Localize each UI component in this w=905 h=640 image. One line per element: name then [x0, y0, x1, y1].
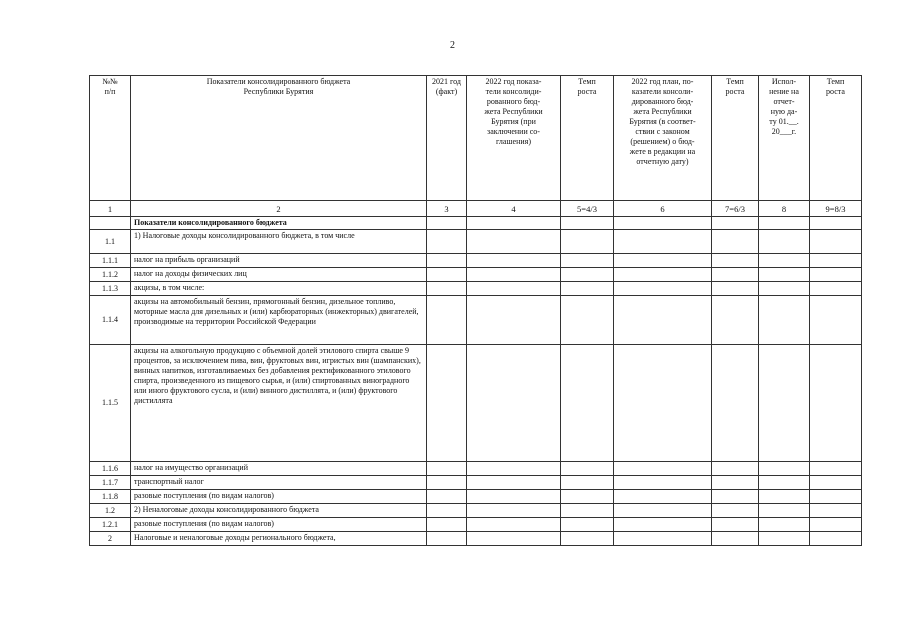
value-cell — [467, 217, 561, 230]
value-cell — [712, 345, 759, 462]
value-cell — [561, 462, 614, 476]
value-cell — [712, 268, 759, 282]
page-number: 2 — [450, 40, 455, 51]
value-cell — [712, 476, 759, 490]
header-row — [90, 76, 862, 201]
value-cell — [467, 518, 561, 532]
row-number — [90, 217, 131, 230]
column-number-cell: 6 — [614, 201, 712, 217]
header-cell: Показатели консолидированного бюджета Республики Бурятия — [131, 76, 427, 201]
value-cell — [467, 230, 561, 254]
row-number: 1.2 — [90, 504, 131, 518]
value-cell — [614, 518, 712, 532]
value-cell — [614, 462, 712, 476]
column-number-cell: 9=8/3 — [810, 201, 862, 217]
table-row — [90, 282, 862, 296]
value-cell — [467, 532, 561, 546]
value-cell — [427, 217, 467, 230]
value-cell — [614, 230, 712, 254]
table-row — [90, 230, 862, 254]
value-cell — [561, 504, 614, 518]
value-cell — [712, 254, 759, 268]
column-number-cell: 5=4/3 — [561, 201, 614, 217]
value-cell — [614, 296, 712, 345]
value-cell — [561, 476, 614, 490]
row-number: 2 — [90, 532, 131, 546]
value-cell — [712, 518, 759, 532]
value-cell — [427, 518, 467, 532]
value-cell — [712, 532, 759, 546]
header-cell: 2021 год (факт) — [427, 76, 467, 201]
value-cell — [561, 268, 614, 282]
column-number-cell: 4 — [467, 201, 561, 217]
table-row — [90, 532, 862, 546]
value-cell — [427, 345, 467, 462]
budget-indicators-table — [89, 75, 862, 546]
header-cell: Испол- нение на отчет- ную да- ту 01.__. 20___г. — [759, 76, 810, 201]
value-cell — [810, 476, 862, 490]
value-cell — [467, 268, 561, 282]
value-cell — [467, 296, 561, 345]
value-cell — [712, 504, 759, 518]
value-cell — [614, 504, 712, 518]
value-cell — [614, 345, 712, 462]
value-cell — [712, 296, 759, 345]
indicator-name: разовые поступления (по видам налогов) — [131, 518, 427, 532]
value-cell — [427, 296, 467, 345]
value-cell — [810, 490, 862, 504]
indicator-name: акцизы на автомобильный бензин, прямогонный бензин, дизельное топливо, моторные масла для дизельных и (или) карбюраторных (инжекторных) двигателей, производимые на территории Российской Федерации — [131, 296, 427, 345]
table-row — [90, 296, 862, 345]
indicator-name: налог на доходы физических лиц — [131, 268, 427, 282]
value-cell — [427, 504, 467, 518]
value-cell — [712, 217, 759, 230]
row-number: 1.1.2 — [90, 268, 131, 282]
header-cell: Темп роста — [810, 76, 862, 201]
row-number: 1.1.6 — [90, 462, 131, 476]
indicator-name: разовые поступления (по видам налогов) — [131, 490, 427, 504]
row-number: 1.1.3 — [90, 282, 131, 296]
indicator-name: налог на прибыль организаций — [131, 254, 427, 268]
row-number: 1.1.5 — [90, 345, 131, 462]
value-cell — [467, 345, 561, 462]
column-number-cell: 1 — [90, 201, 131, 217]
value-cell — [759, 282, 810, 296]
value-cell — [561, 230, 614, 254]
table-row — [90, 518, 862, 532]
indicator-name: транспортный налог — [131, 476, 427, 490]
table-row — [90, 462, 862, 476]
indicator-name: налог на имущество организаций — [131, 462, 427, 476]
column-number-cell: 7=6/3 — [712, 201, 759, 217]
value-cell — [427, 532, 467, 546]
row-number: 1.1 — [90, 230, 131, 254]
value-cell — [561, 490, 614, 504]
table-row — [90, 268, 862, 282]
value-cell — [561, 254, 614, 268]
value-cell — [467, 462, 561, 476]
indicator-name: 2) Неналоговые доходы консолидированного бюджета — [131, 504, 427, 518]
table-row — [90, 254, 862, 268]
value-cell — [759, 504, 810, 518]
value-cell — [561, 518, 614, 532]
row-number: 1.1.1 — [90, 254, 131, 268]
value-cell — [614, 476, 712, 490]
value-cell — [427, 476, 467, 490]
value-cell — [467, 504, 561, 518]
value-cell — [427, 462, 467, 476]
value-cell — [759, 268, 810, 282]
value-cell — [561, 345, 614, 462]
value-cell — [614, 490, 712, 504]
value-cell — [427, 268, 467, 282]
value-cell — [427, 230, 467, 254]
value-cell — [810, 345, 862, 462]
column-number-cell: 8 — [759, 201, 810, 217]
column-number-cell: 2 — [131, 201, 427, 217]
value-cell — [810, 268, 862, 282]
value-cell — [810, 254, 862, 268]
value-cell — [561, 217, 614, 230]
value-cell — [759, 254, 810, 268]
value-cell — [712, 490, 759, 504]
value-cell — [759, 296, 810, 345]
value-cell — [759, 217, 810, 230]
value-cell — [712, 282, 759, 296]
value-cell — [810, 296, 862, 345]
value-cell — [759, 230, 810, 254]
row-number: 1.1.4 — [90, 296, 131, 345]
value-cell — [810, 217, 862, 230]
indicator-name: Показатели консолидированного бюджета — [131, 217, 427, 230]
header-cell: 2022 год показа- тели консолиди- рованного бюд- жета Республики Бурятия (при заключении со- глашения) — [467, 76, 561, 201]
value-cell — [759, 532, 810, 546]
value-cell — [810, 462, 862, 476]
value-cell — [712, 462, 759, 476]
value-cell — [810, 532, 862, 546]
value-cell — [712, 230, 759, 254]
value-cell — [467, 490, 561, 504]
column-number-row — [90, 201, 862, 217]
row-number: 1.1.8 — [90, 490, 131, 504]
row-number: 1.2.1 — [90, 518, 131, 532]
value-cell — [467, 282, 561, 296]
table-row — [90, 217, 862, 230]
indicator-name: 1) Налоговые доходы консолидированного бюджета, в том числе — [131, 230, 427, 254]
value-cell — [810, 230, 862, 254]
value-cell — [614, 532, 712, 546]
value-cell — [561, 532, 614, 546]
table-row — [90, 504, 862, 518]
table-row — [90, 490, 862, 504]
value-cell — [427, 490, 467, 504]
value-cell — [427, 282, 467, 296]
value-cell — [810, 282, 862, 296]
value-cell — [561, 282, 614, 296]
indicator-name: акцизы на алкогольную продукцию с объемной долей этилового спирта свыше 9 процентов, за исключением пива, вин, фруктовых вин, игристых вин (шампанских), винных напитков, изготавливаемых без добавления ректификованного этилового спирта, произведенного из пищевого сырья, и (или) спиртованных виноградного или иного фруктового сусла, и (или) винного дистиллята, и (или) фруктового дистиллята — [131, 345, 427, 462]
value-cell — [614, 217, 712, 230]
column-number-cell: 3 — [427, 201, 467, 217]
value-cell — [614, 282, 712, 296]
table-row — [90, 345, 862, 462]
value-cell — [759, 476, 810, 490]
value-cell — [810, 504, 862, 518]
header-cell: 2022 год план, по- казатели консоли- дированного бюд- жета Республики Бурятия (в соответ- ствии с законом (решением) о бюд- жете в редакции на отчетную дату) — [614, 76, 712, 201]
value-cell — [759, 462, 810, 476]
value-cell — [759, 345, 810, 462]
row-number: 1.1.7 — [90, 476, 131, 490]
value-cell — [561, 296, 614, 345]
value-cell — [759, 518, 810, 532]
indicator-name: Налоговые и неналоговые доходы регионального бюджета, — [131, 532, 427, 546]
table-row — [90, 476, 862, 490]
value-cell — [467, 476, 561, 490]
header-cell: Темп роста — [712, 76, 759, 201]
header-cell: №№ п/п — [90, 76, 131, 201]
value-cell — [614, 268, 712, 282]
value-cell — [614, 254, 712, 268]
indicator-name: акцизы, в том числе: — [131, 282, 427, 296]
header-cell: Темп роста — [561, 76, 614, 201]
value-cell — [467, 254, 561, 268]
value-cell — [759, 490, 810, 504]
value-cell — [427, 254, 467, 268]
value-cell — [810, 518, 862, 532]
